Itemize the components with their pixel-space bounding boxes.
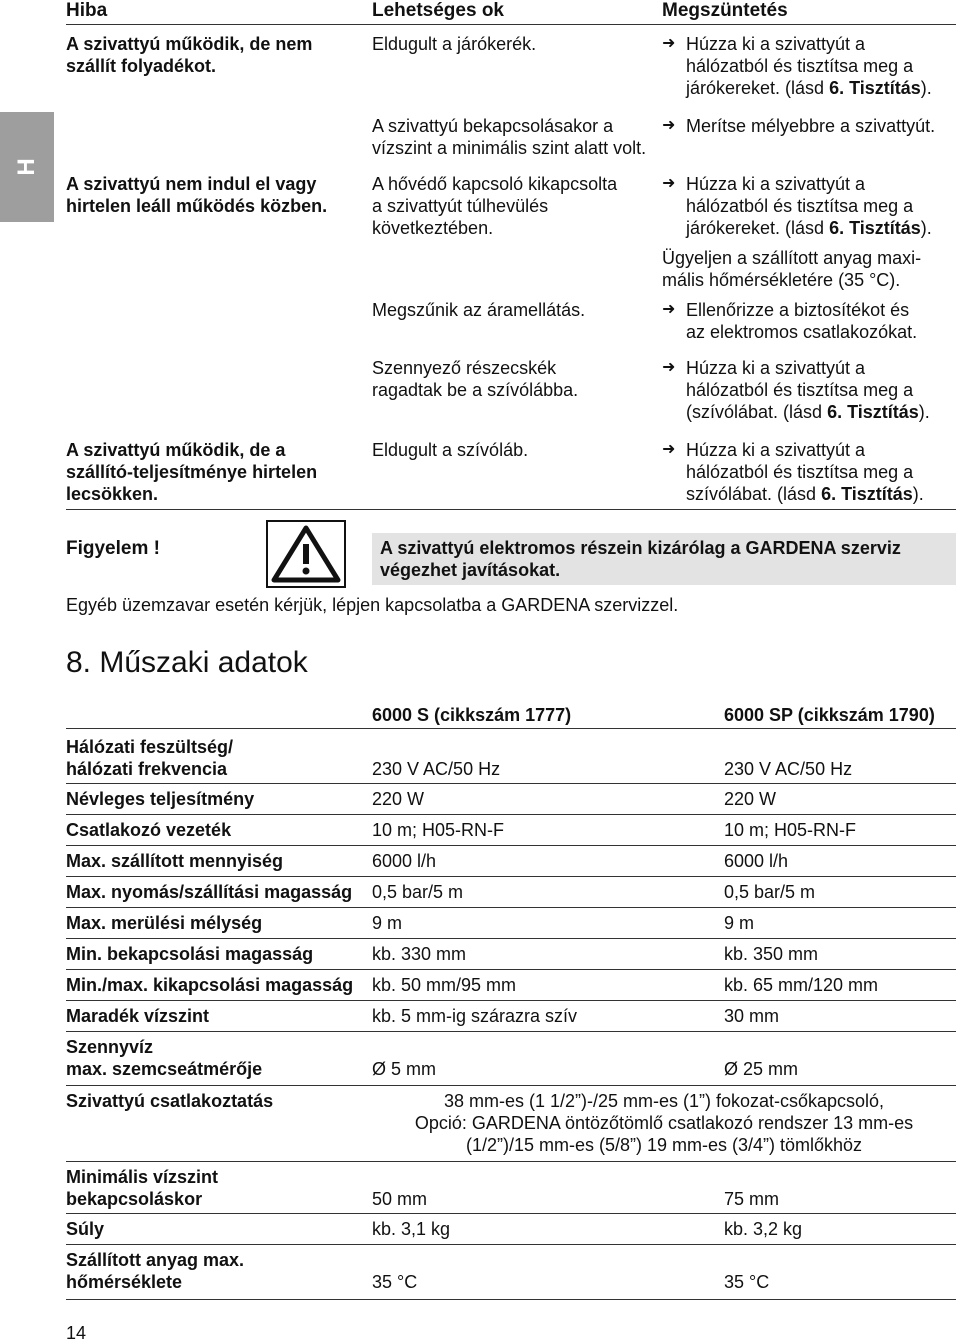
- remedy-reference: 6. Tisztítás: [829, 78, 921, 98]
- fault-line: A szivattyú nem indul el vagy: [66, 174, 317, 194]
- cause-line: Eldugult a szívóláb.: [372, 440, 529, 460]
- spec-value-6000sp: 0,5 bar/5 m: [724, 882, 816, 902]
- spec-label: Szivattyú csatlakoztatás: [66, 1091, 274, 1111]
- spec-label: Szállított anyag max.: [66, 1250, 245, 1270]
- arrow-right-icon: ➜: [662, 359, 676, 376]
- spec-label: hőmérséklete: [66, 1272, 183, 1292]
- spec-row-rule: [66, 876, 956, 877]
- spec-row-rule: [66, 845, 956, 846]
- remedy-line: [686, 321, 917, 343]
- spec-value-6000s: 0,5 bar/5 m: [372, 882, 464, 902]
- cause-line: következtében.: [372, 218, 494, 238]
- spec-row-rule: [66, 814, 956, 815]
- spec-value-6000sp: 6000 l/h: [724, 851, 789, 871]
- remedy-note: mális hőmérsékletére (35 °C).: [662, 270, 901, 290]
- remedy-line: [686, 77, 932, 99]
- cause-line: vízszint a minimális szint alatt volt.: [372, 138, 647, 158]
- arrow-right-icon: ➜: [662, 117, 676, 134]
- remedy-line: [686, 115, 935, 137]
- cause-line: ragadtak be a szívólábba.: [372, 380, 579, 400]
- remedy-text: járókereket. (lásd: [686, 218, 830, 238]
- spec-value-6000s: kb. 330 mm: [372, 944, 467, 964]
- remedy-text: az elektromos csatlakozókat.: [686, 322, 918, 342]
- spec-row-rule: [66, 969, 956, 970]
- spec-label: hálózati frekvencia: [66, 759, 228, 779]
- cause-line: A hővédő kapcsoló kikapcsolta: [372, 174, 618, 194]
- spec-value-6000s: Ø 5 mm: [372, 1059, 437, 1079]
- remedy-line: [686, 217, 932, 239]
- remedy-tail: ).: [912, 484, 924, 504]
- cause-line: Megszűnik az áramellátás.: [372, 300, 586, 320]
- remedy-reference: 6. Tisztítás: [827, 402, 919, 422]
- remedy-line: [686, 33, 865, 55]
- spec-value-6000sp: 75 mm: [724, 1189, 780, 1209]
- spec-label: Minimális vízszint: [66, 1167, 219, 1187]
- spec-value-6000s: 6000 l/h: [372, 851, 437, 871]
- spec-row-rule: [66, 1000, 956, 1001]
- remedy-reference: 6. Tisztítás: [829, 218, 921, 238]
- spec-wide-value: Opció: GARDENA öntözőtömlő csatlakozó rendszer 13 mm-es: [414, 1113, 914, 1133]
- spec-value-6000sp: 230 V AC/50 Hz: [724, 759, 853, 779]
- remedy-reference: 6. Tisztítás: [821, 484, 913, 504]
- remedy-text: hálózatból és tisztítsa meg a: [686, 462, 914, 482]
- arrow-right-icon: ➜: [662, 35, 676, 52]
- spec-row-rule: [66, 1031, 956, 1032]
- spec-value-6000sp: 30 mm: [724, 1006, 780, 1026]
- spec-value-6000s: 50 mm: [372, 1189, 428, 1209]
- remedy-tail: ).: [920, 78, 932, 98]
- remedy-text: Húzza ki a szivattyút a: [686, 174, 866, 194]
- spec-header-rule: [66, 728, 956, 729]
- spec-value-6000sp: Ø 25 mm: [724, 1059, 799, 1079]
- arrow-right-icon: ➜: [662, 175, 676, 192]
- remedy-tail: ).: [920, 218, 932, 238]
- remedy-line: [686, 195, 913, 217]
- spec-row-rule: [66, 1299, 956, 1300]
- remedy-line: [686, 379, 913, 401]
- remedy-note: Ügyeljen a szállított anyag maxi-: [662, 248, 922, 268]
- remedy-line: [686, 483, 924, 505]
- spec-label: Maradék vízszint: [66, 1006, 210, 1026]
- spec-value-6000s: 10 m; H05-RN-F: [372, 820, 505, 840]
- spec-label: bekapcsoláskor: [66, 1189, 203, 1209]
- remedy-line: [686, 401, 930, 423]
- spec-label: Szennyvíz: [66, 1037, 154, 1057]
- spec-row-rule: [66, 938, 956, 939]
- spec-row-rule: [66, 907, 956, 908]
- spec-value-6000s: kb. 5 mm-ig szárazra szív: [372, 1006, 578, 1026]
- spec-label: Névleges teljesítmény: [66, 789, 255, 809]
- cause-line: Eldugult a járókerék.: [372, 34, 537, 54]
- remedy-text: Húzza ki a szivattyút a: [686, 358, 866, 378]
- spec-value-6000sp: 10 m; H05-RN-F: [724, 820, 857, 840]
- remedy-line: [686, 461, 913, 483]
- spec-wide-value: (1/2”)/15 mm-es (5/8”) 19 mm-es (3/4”) tömlőkhöz: [465, 1135, 863, 1155]
- spec-row-rule: [66, 1244, 956, 1245]
- remedy-text: Ellenőrizze a biztosítékot és: [686, 300, 910, 320]
- language-tab: [0, 112, 54, 222]
- spec-value-6000sp: 35 °C: [724, 1272, 770, 1292]
- notice-other: Egyéb üzemzavar esetén kérjük, lépjen kapcsolatba a GARDENA szervizzel.: [66, 595, 679, 615]
- section-title: 8. Műszaki adatok: [66, 646, 308, 679]
- fault-line: A szivattyú működik, de nem: [66, 34, 313, 54]
- spec-row-rule: [66, 1085, 956, 1086]
- spec-value-6000sp: kb. 350 mm: [724, 944, 819, 964]
- spec-label: Max. merülési mélység: [66, 913, 263, 933]
- notice-banner: [372, 533, 956, 585]
- header-rule: [66, 24, 956, 25]
- spec-label: max. szemcseátmérője: [66, 1059, 263, 1079]
- remedy-text: hálózatból és tisztítsa meg a: [686, 380, 914, 400]
- spec-value-6000sp: kb. 65 mm/120 mm: [724, 975, 879, 995]
- remedy-text: járókereket. (lásd: [686, 78, 830, 98]
- remedy-text: Húzza ki a szivattyút a: [686, 440, 866, 460]
- notice-banner-line: végezhet javításokat.: [380, 560, 561, 580]
- spec-value-6000sp: kb. 3,2 kg: [724, 1219, 803, 1239]
- spec-label: Max. nyomás/szállítási magasság: [66, 882, 353, 902]
- spec-label: Csatlakozó vezeték: [66, 820, 232, 840]
- arrow-right-icon: ➜: [662, 441, 676, 458]
- remedy-line: [686, 299, 909, 321]
- language-tab-label: H: [13, 158, 40, 176]
- spec-value-6000sp: 9 m: [724, 913, 755, 933]
- remedy-line: [686, 357, 865, 379]
- remedy-line: [686, 55, 913, 77]
- spec-label: Min./max. kikapcsolási magasság: [66, 975, 354, 995]
- spec-col2-header: 6000 SP (cikkszám 1790): [724, 705, 935, 725]
- fault-line: szállít folyadékot.: [66, 56, 217, 76]
- arrow-right-icon: ➜: [662, 301, 676, 318]
- header-fault: Hiba: [66, 0, 108, 21]
- spec-value-6000sp: 220 W: [724, 789, 777, 809]
- cause-line: A szivattyú bekapcsolásakor a: [372, 116, 614, 136]
- spec-col1-header: 6000 S (cikkszám 1777): [372, 705, 572, 725]
- header-cause: Lehetséges ok: [372, 0, 504, 21]
- warning-sign: [266, 520, 346, 588]
- page-number: 14: [66, 1323, 87, 1343]
- warning-triangle-icon: [268, 522, 344, 586]
- remedy-text: hálózatból és tisztítsa meg a: [686, 196, 914, 216]
- remedy-text: (szívólábat. (lásd: [686, 402, 828, 422]
- cause-line: a szivattyút túlhevülés: [372, 196, 549, 216]
- notice-banner-line: A szivattyú elektromos részein kizárólag a GARDENA szerviz: [380, 538, 901, 558]
- spec-label: Min. bekapcsolási magasság: [66, 944, 314, 964]
- spec-value-6000s: kb. 50 mm/95 mm: [372, 975, 517, 995]
- spec-label: Súly: [66, 1219, 105, 1239]
- spec-label: Hálózati feszültség/: [66, 737, 234, 757]
- header-remedy: Megszüntetés: [662, 0, 788, 21]
- spec-row-rule: [66, 783, 956, 784]
- remedy-text: hálózatból és tisztítsa meg a: [686, 56, 914, 76]
- remedy-text: szívólábat. (lásd: [686, 484, 822, 504]
- remedy-tail: ).: [918, 402, 930, 422]
- spec-value-6000s: 220 W: [372, 789, 425, 809]
- remedy-line: [686, 173, 865, 195]
- remedy-text: Húzza ki a szivattyút a: [686, 34, 866, 54]
- cause-line: Szennyező részecskék: [372, 358, 557, 378]
- spec-value-6000s: 230 V AC/50 Hz: [372, 759, 501, 779]
- remedy-text: Merítse mélyebbre a szivattyút.: [686, 116, 936, 136]
- spec-wide-value: 38 mm-es (1 1/2”)-/25 mm-es (1”) fokozat-csőkapcsoló,: [443, 1091, 885, 1111]
- remedy-line: [686, 439, 865, 461]
- fault-line: szállító-teljesítménye hirtelen: [66, 462, 318, 482]
- spec-value-6000s: 9 m: [372, 913, 403, 933]
- table-bottom-rule: [66, 509, 956, 510]
- spec-row-rule: [66, 1161, 956, 1162]
- spec-value-6000s: 35 °C: [372, 1272, 418, 1292]
- fault-line: A szivattyú működik, de a: [66, 440, 286, 460]
- spec-value-6000s: kb. 3,1 kg: [372, 1219, 451, 1239]
- fault-line: hirtelen leáll működés közben.: [66, 196, 328, 216]
- spec-label: Max. szállított mennyiség: [66, 851, 284, 871]
- notice-label: Figyelem !: [66, 538, 160, 559]
- spec-row-rule: [66, 1213, 956, 1214]
- fault-line: lecsökken.: [66, 484, 159, 504]
